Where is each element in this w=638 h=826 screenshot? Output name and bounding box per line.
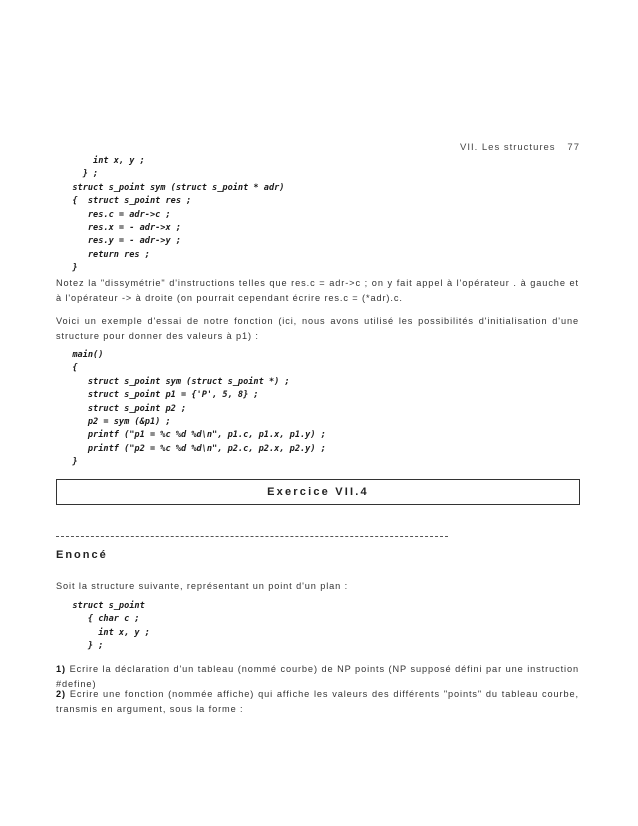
question-2-text: Ecrire une fonction (nommée affiche) qui affiche les valeurs des différents "points" du tableau courbe, transmis en argument, sous la forme : [56, 689, 579, 714]
chapter-title: VII. Les structures [460, 142, 556, 153]
code-block-main-example: main() { struct s_point sym (struct s_point *) ; struct s_point p1 = {'P', 5, 8} ; struct s_point p2 ; p2 = sym (&p1) ; printf ("p1 = %c %d %d\n", p1.c, p1.x, p1.y) ; printf ("p2 = %c %d %d\n", p2.c, p2.x, p2.y) ; } [72, 350, 326, 468]
enonce-heading: Enoncé [56, 549, 108, 561]
code-block-struct-definition: struct s_point { char c ; int x, y ; } ; [72, 601, 150, 652]
code-block-sym-function: int x, y ; } ; struct s_point sym (struct s_point * adr) { struct s_point res ; res.c = adr->c ; res.x = - adr->x ; res.y = - adr->y ; return res ; } [72, 156, 285, 274]
exercise-title: Exercice VII.4 [267, 486, 369, 498]
question-1-number: 1) [56, 664, 66, 674]
page-number: 77 [567, 142, 580, 153]
running-header [460, 142, 580, 153]
dashed-separator [56, 536, 448, 537]
question-2 [56, 687, 579, 716]
question-1-text: Ecrire la déclaration d'un tableau (nommé courbe) de NP points (NP supposé défini par une instruction #define) [56, 664, 579, 689]
paragraph-dissymmetry-note: Notez la "dissymétrie" d'instructions telles que res.c = adr->c ; on y fait appel à l'opérateur . à gauche et à l'opérateur -> à droite (on pourrait cependant écrire res.c = (*adr).c. [56, 278, 579, 303]
paragraph-example-intro: Voici un exemple d'essai de notre fonction (ici, nous avons utilisé les possibilités d'initialisation d'une structure pour donner des valeurs à p1) : [56, 316, 579, 341]
exercise-heading-box [56, 479, 580, 505]
paragraph-structure-intro: Soit la structure suivante, représentant un point d'un plan : [56, 581, 349, 591]
question-2-number: 2) [56, 689, 66, 699]
